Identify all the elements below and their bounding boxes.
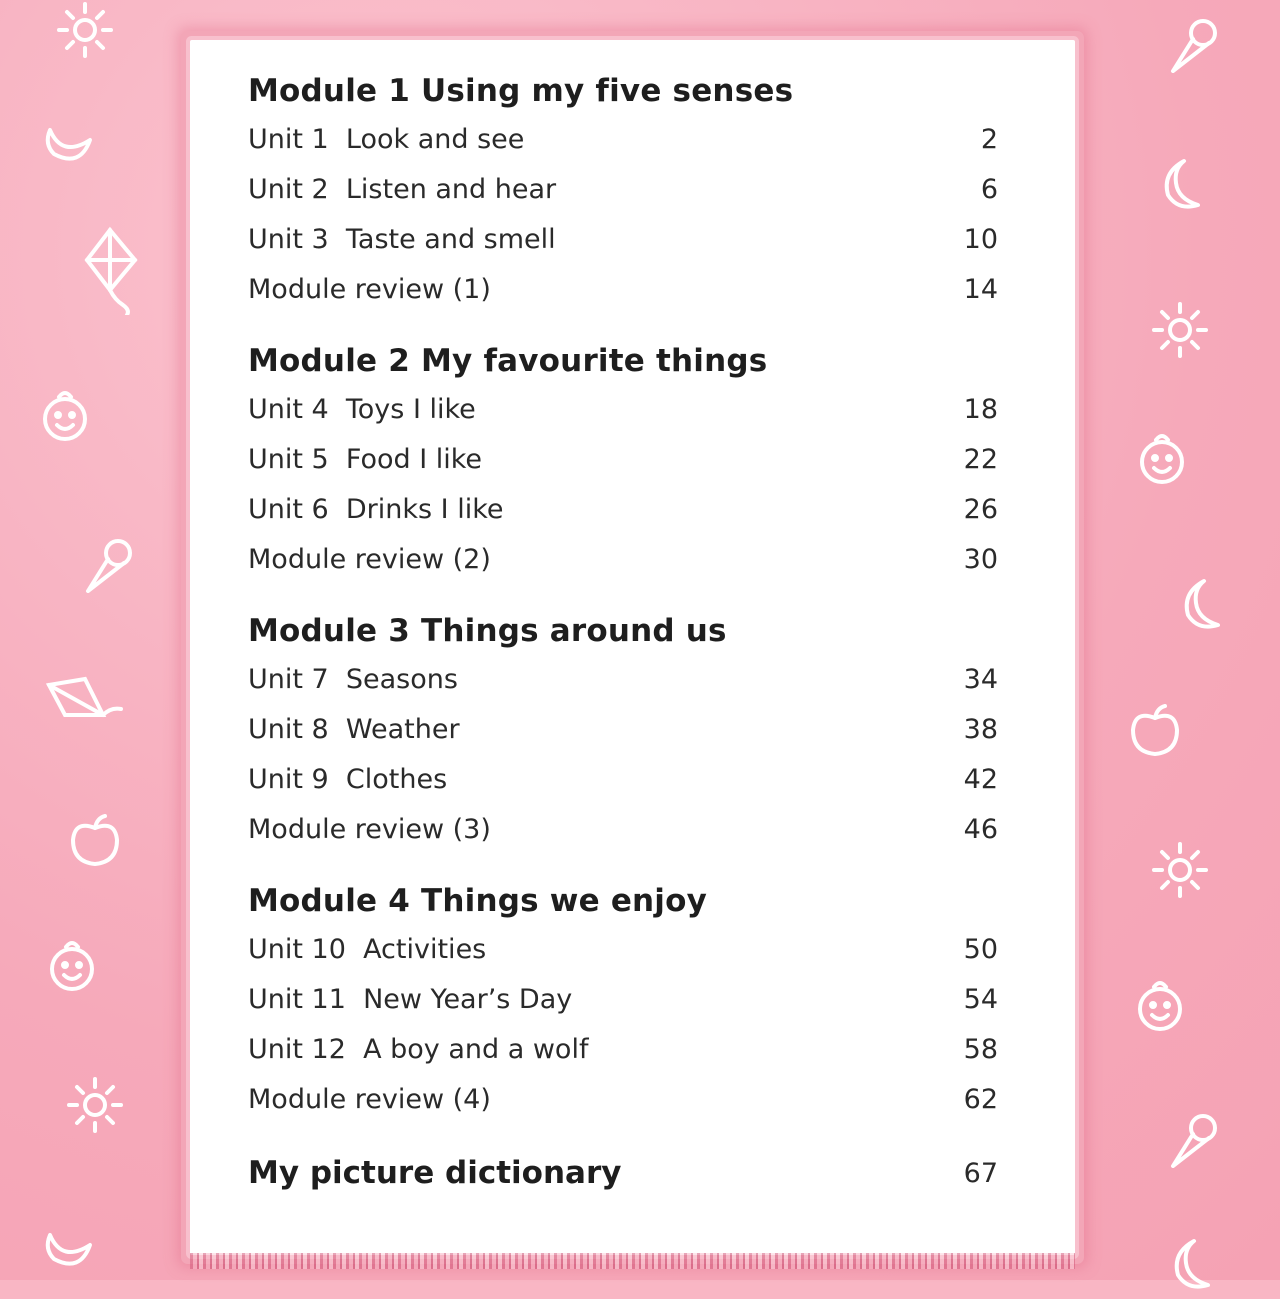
toc-entry[interactable] — [248, 804, 998, 854]
toc-entry[interactable] — [248, 1074, 998, 1124]
dictionary-label: My picture dictionary — [248, 1155, 622, 1191]
entry-label: Module review (1) — [248, 273, 491, 305]
entry-page: 54 — [963, 983, 998, 1015]
toc-entry[interactable] — [248, 214, 998, 264]
fruit-face-icon — [35, 385, 95, 445]
entry-label: Unit 5 Food I like — [248, 443, 483, 475]
entry-label: Unit 2 Listen and hear — [248, 173, 557, 205]
dictionary-page: 67 — [963, 1157, 998, 1189]
toc-entry[interactable] — [248, 264, 998, 314]
sun-icon — [1150, 840, 1210, 900]
entry-label: Unit 9 Clothes — [248, 763, 448, 795]
toc-entry[interactable] — [248, 704, 998, 754]
sun-icon — [55, 0, 115, 60]
moon-icon — [1170, 575, 1230, 635]
entry-label: Unit 3 Taste and smell — [248, 223, 556, 255]
module-title: Module 4 Things we enjoy — [248, 883, 708, 919]
module-title: Module 1 Using my five senses — [248, 73, 794, 109]
entry-page: 26 — [963, 493, 998, 525]
fruit-face-icon — [1130, 975, 1190, 1035]
moon-icon — [40, 110, 100, 170]
toc-entry[interactable] — [248, 654, 998, 704]
entry-page: 10 — [963, 223, 998, 255]
kite-icon — [45, 675, 125, 725]
apple-icon — [1125, 700, 1185, 760]
entry-page: 6 — [980, 173, 998, 205]
entry-page: 42 — [963, 763, 998, 795]
contents-panel — [190, 40, 1075, 1255]
module-4-section — [248, 878, 998, 1124]
entry-page: 18 — [963, 393, 998, 425]
ice-cream-icon — [1165, 1110, 1225, 1170]
entry-page: 50 — [963, 933, 998, 965]
toc-entry[interactable] — [248, 924, 998, 974]
fruit-face-icon — [1132, 428, 1192, 488]
toc-entry[interactable] — [248, 384, 998, 434]
toc-entry[interactable] — [248, 754, 998, 804]
moon-icon — [40, 1215, 100, 1275]
ice-cream-icon — [80, 535, 140, 595]
entry-page: 62 — [963, 1083, 998, 1115]
entry-label: Module review (2) — [248, 543, 491, 575]
entry-page: 46 — [963, 813, 998, 845]
toc-entry[interactable] — [248, 164, 998, 214]
toc-entry[interactable] — [248, 484, 998, 534]
module-1-section — [248, 68, 998, 314]
entry-label: Unit 10 Activities — [248, 933, 487, 965]
moon-icon — [1160, 1235, 1220, 1295]
entry-page: 34 — [963, 663, 998, 695]
entry-page: 38 — [963, 713, 998, 745]
moon-icon — [1150, 155, 1210, 215]
toc-entry[interactable] — [248, 114, 998, 164]
toc-entry[interactable] — [248, 974, 998, 1024]
entry-page: 22 — [963, 443, 998, 475]
entry-page: 2 — [980, 123, 998, 155]
module-title: Module 2 My favourite things — [248, 343, 768, 379]
entry-label: Unit 8 Weather — [248, 713, 460, 745]
entry-label: Unit 7 Seasons — [248, 663, 458, 695]
entry-label: Unit 1 Look and see — [248, 123, 525, 155]
fruit-face-icon — [42, 935, 102, 995]
table-of-contents — [248, 68, 998, 1198]
entry-label: Unit 11 New Year’s Day — [248, 983, 573, 1015]
toc-entry[interactable] — [248, 534, 998, 584]
toc-entry[interactable] — [248, 434, 998, 484]
entry-page: 58 — [963, 1033, 998, 1065]
entry-page: 14 — [963, 273, 998, 305]
module-2-section — [248, 338, 998, 584]
entry-label: Unit 12 A boy and a wolf — [248, 1033, 589, 1065]
picture-dictionary-entry[interactable] — [248, 1148, 998, 1198]
entry-label: Module review (4) — [248, 1083, 491, 1115]
entry-label: Unit 4 Toys I like — [248, 393, 476, 425]
sun-icon — [65, 1075, 125, 1135]
ice-cream-icon — [1165, 15, 1225, 75]
apple-icon — [65, 810, 125, 870]
sun-icon — [1150, 300, 1210, 360]
entry-label: Module review (3) — [248, 813, 491, 845]
module-title: Module 3 Things around us — [248, 613, 727, 649]
kite-icon — [75, 225, 145, 315]
entry-page: 30 — [963, 543, 998, 575]
entry-label: Unit 6 Drinks I like — [248, 493, 504, 525]
toc-entry[interactable] — [248, 1024, 998, 1074]
module-3-section — [248, 608, 998, 854]
